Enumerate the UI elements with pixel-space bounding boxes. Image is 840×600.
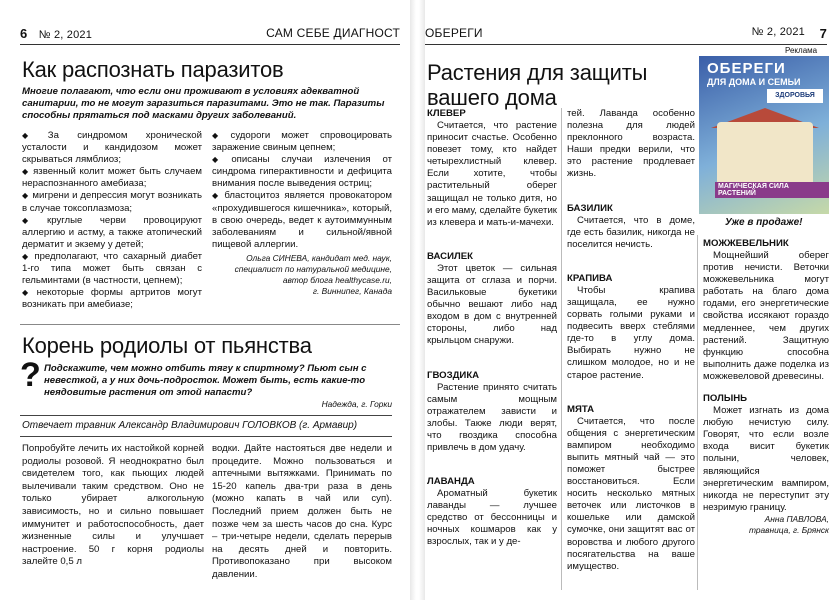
paragraph: Может изгнать из дома любую нечистую силу. Говорят, что если возле входа висит букетик полыни, человек, являющийся энергетическим вампиром, никогда не переступит эту незримую границу. [703, 405, 829, 513]
subheading: МОЖЖЕВЕЛЬНИК [703, 238, 789, 249]
subheading: МЯТА [567, 403, 595, 415]
article1-signature [212, 253, 392, 297]
article1-col2 [212, 130, 392, 297]
page-gutter [410, 0, 425, 600]
list-item: ◆ некоторые формы артритов могут возникать при амебиазе; [22, 287, 202, 311]
right-page-number: 7 [819, 26, 827, 41]
ad-label: Реклама [785, 46, 818, 55]
article3-col1 [427, 108, 557, 549]
subheading: КРАПИВА [567, 272, 613, 284]
question-signature: Надежда, г. Горки [321, 399, 392, 409]
left-issue: № 2, 2021 [38, 29, 93, 41]
left-running-header [20, 26, 400, 44]
left-page [0, 0, 410, 600]
left-page-number: 6 [20, 26, 28, 41]
article2-col1: Попробуйте лечить их настойкой корней родиолы розовой. Я неоднократно был свидетелем того, как пьющих людей вылечивали таким средством. Оно не только убирает алкогольную зависимость, но и сильно повышает иммунитет и работоспособность, дает жизненные силы и улучшает настроение. 50 г корня родиолы залейте 0,5 л [22, 443, 204, 568]
right-page [425, 0, 840, 600]
right-section: ОБЕРЕГИ [425, 26, 483, 40]
list-item: ◆ бластоцитоз является провокатором «прохудившегося кишечника», который, в свою очередь, ведет к аутоиммунным заболеваниям и сильной/явной пищевой аллергии. [212, 190, 392, 250]
article3-col2 [567, 108, 695, 573]
paragraph: Ароматный букетик лаванды — лучшее средство от бессонницы и ночных кошмаров как у взрослых, так и у де- [427, 488, 557, 548]
answer-top-rule [20, 415, 392, 416]
signature-line: Анна ПАВЛОВА, [764, 513, 829, 524]
column-divider [697, 235, 698, 590]
right-header-rule [425, 44, 827, 45]
magazine-ad-cover[interactable] [699, 56, 829, 214]
list-item: ◆ За синдромом хронической усталости и кандидозом может скрываться лямблиоз; [22, 130, 202, 166]
subheading: БАЗИЛИК [567, 202, 613, 214]
signature-line: г. Виннипег, Канада [312, 285, 392, 296]
signature-line: Ольга СИНЕВА, кандидат мед. наук, [246, 252, 392, 263]
paragraph: Растение принято считать самым мощным отражателем зависти и злобы. Также люди верят, что гвоздика способна привлечь в дом удачу. [427, 381, 557, 453]
list-item: ◆ описаны случаи излечения от синдрома гиперактивности и дефицита внимания после выведения остриц; [212, 154, 392, 190]
article3-title: Растения для защиты вашего дома [427, 60, 648, 110]
list-item: ◆ судороги может спровоцировать заражение свиным цепнем; [212, 130, 392, 154]
article3-signature [703, 514, 829, 536]
paragraph: Считается, что после общения с энергетическим вампиром необходимо выпить мятный чай — это поможет быстрее восстановиться. Если носить несколько мятных веточек или листочков в кошельке или дамской сумочке, они защитят вас от воровства и любого другого посягательства на ваше имущество. [567, 415, 695, 572]
ad-caption: Уже в продаже! [725, 217, 803, 228]
paragraph: Этот цветок — сильная защита от сглаза и порчи. Васильковые букетики обычно вешают либо над входом в дом с внутренней стороны, либо над крыльцом снаружи. [427, 262, 557, 347]
subheading: КЛЕВЕР [427, 108, 466, 119]
article2-question: Подскажите, чем можно отбить тягу к спиртному? Пьют сын с невесткой, а у них дочь-подросток. Может быть, есть какие-то неядовитые растения от этой напасти? [44, 363, 367, 398]
right-issue: № 2, 2021 [751, 26, 805, 38]
house-icon [717, 122, 813, 188]
paragraph: тей. Лаванда особенно полезна для людей преклонного возраста. Наши предки верили, что это растение продлевает жизнь. [567, 108, 695, 180]
article1-lead: Многие полагают, что если они проживают в условиях адекватной санитарии, то не могут заразиться паразитами. Это не так. Паразиты способны прятаться под масками других заболеваний. [22, 86, 385, 121]
ad-title: ОБЕРЕГИ [707, 60, 786, 77]
article1-title: Как распознать паразитов [22, 57, 284, 82]
list-item: ◆ круглые черви провоцируют аллергию и астму, а также атопический дерматит и экзему у детей; [22, 215, 202, 251]
list-item: ◆ язвенный колит может быть случаем нераспознанного амебиаза; [22, 166, 202, 190]
ad-subtitle: ДЛЯ ДОМА И СЕМЬИ [707, 77, 801, 87]
article2-col2: водки. Дайте настояться две недели и процедите. Можно пользоваться и аптечными вытяжками. Принимать по 15-20 капель два-три раза в день (можно капать в чай или суп). Последний прием должен быть не позже чем за шесть часов до сна. Курс – три-четыре недели, сделать перерыв на десять дней и повторить. Противопоказано при высоком давлении. [212, 443, 392, 580]
left-header-rule [20, 44, 400, 45]
list-item: ◆ мигрени и депрессия могут возникать в случае токсоплазмоза; [22, 190, 202, 214]
signature-line: автор блога healthycase.ru, [282, 274, 392, 285]
subheading: ГВОЗДИКА [427, 369, 480, 381]
ad-badge: МАГИЧЕСКАЯ СИЛА РАСТЕНИЙ [715, 182, 829, 198]
signature-line: травница, г. Брянск [748, 524, 829, 535]
paragraph: Мощнейший оберег против нечисти. Веточки можжевельника могут работать на благо дома годами, его энергетические свойства иссякают гораздо медленнее, чем других растений. Защитную функцию способна выполнить даже поделка из можжевеловой древесины. [703, 250, 829, 382]
signature-line: специалист по натуральной медицине, [234, 263, 392, 274]
article3-col3 [703, 238, 829, 536]
column-divider [561, 108, 562, 590]
left-section: САМ СЕБЕ ДИАГНОСТ [266, 26, 400, 40]
subheading: ПОЛЫНЬ [703, 393, 748, 405]
article2-title: Корень родиолы от пьянства [22, 333, 312, 358]
section-divider [20, 324, 400, 325]
article1-col1 [22, 130, 202, 311]
subheading: ВАСИЛЕК [427, 250, 473, 262]
ad-logo: ЗДОРОВЬЯ [767, 89, 823, 103]
answer-by: Отвечает травник Александр Владимирович ГОЛОВКОВ (г. Армавир) [22, 420, 358, 431]
paragraph: Чтобы крапива защищала, ее нужно сорвать голыми руками и подвесить вверх стеблями где-то в углу дома. Выбирать нужно не слишком молодое, но и не старое растение. [567, 284, 695, 381]
answer-bottom-rule [20, 436, 392, 437]
list-item: ◆ предполагают, что сахарный диабет 1-го типа может быть связан с гельминтами (в частности, цепнем); [22, 251, 202, 287]
right-running-header [425, 26, 827, 44]
subheading: ЛАВАНДА [427, 476, 475, 488]
paragraph: Считается, что в доме, где есть базилик, никогда не поселится нечисть. [567, 214, 695, 250]
question-mark-icon: ? [20, 356, 41, 394]
paragraph: Считается, что растение приносит счастье. Особенно повезет тому, кто найдет четырехлистный клевер. Если хотите, чтобы растительный оберег защищал не только дитя, но и его маму, сделайте букетик из клевера и мать-и-мачехи. [427, 120, 557, 228]
